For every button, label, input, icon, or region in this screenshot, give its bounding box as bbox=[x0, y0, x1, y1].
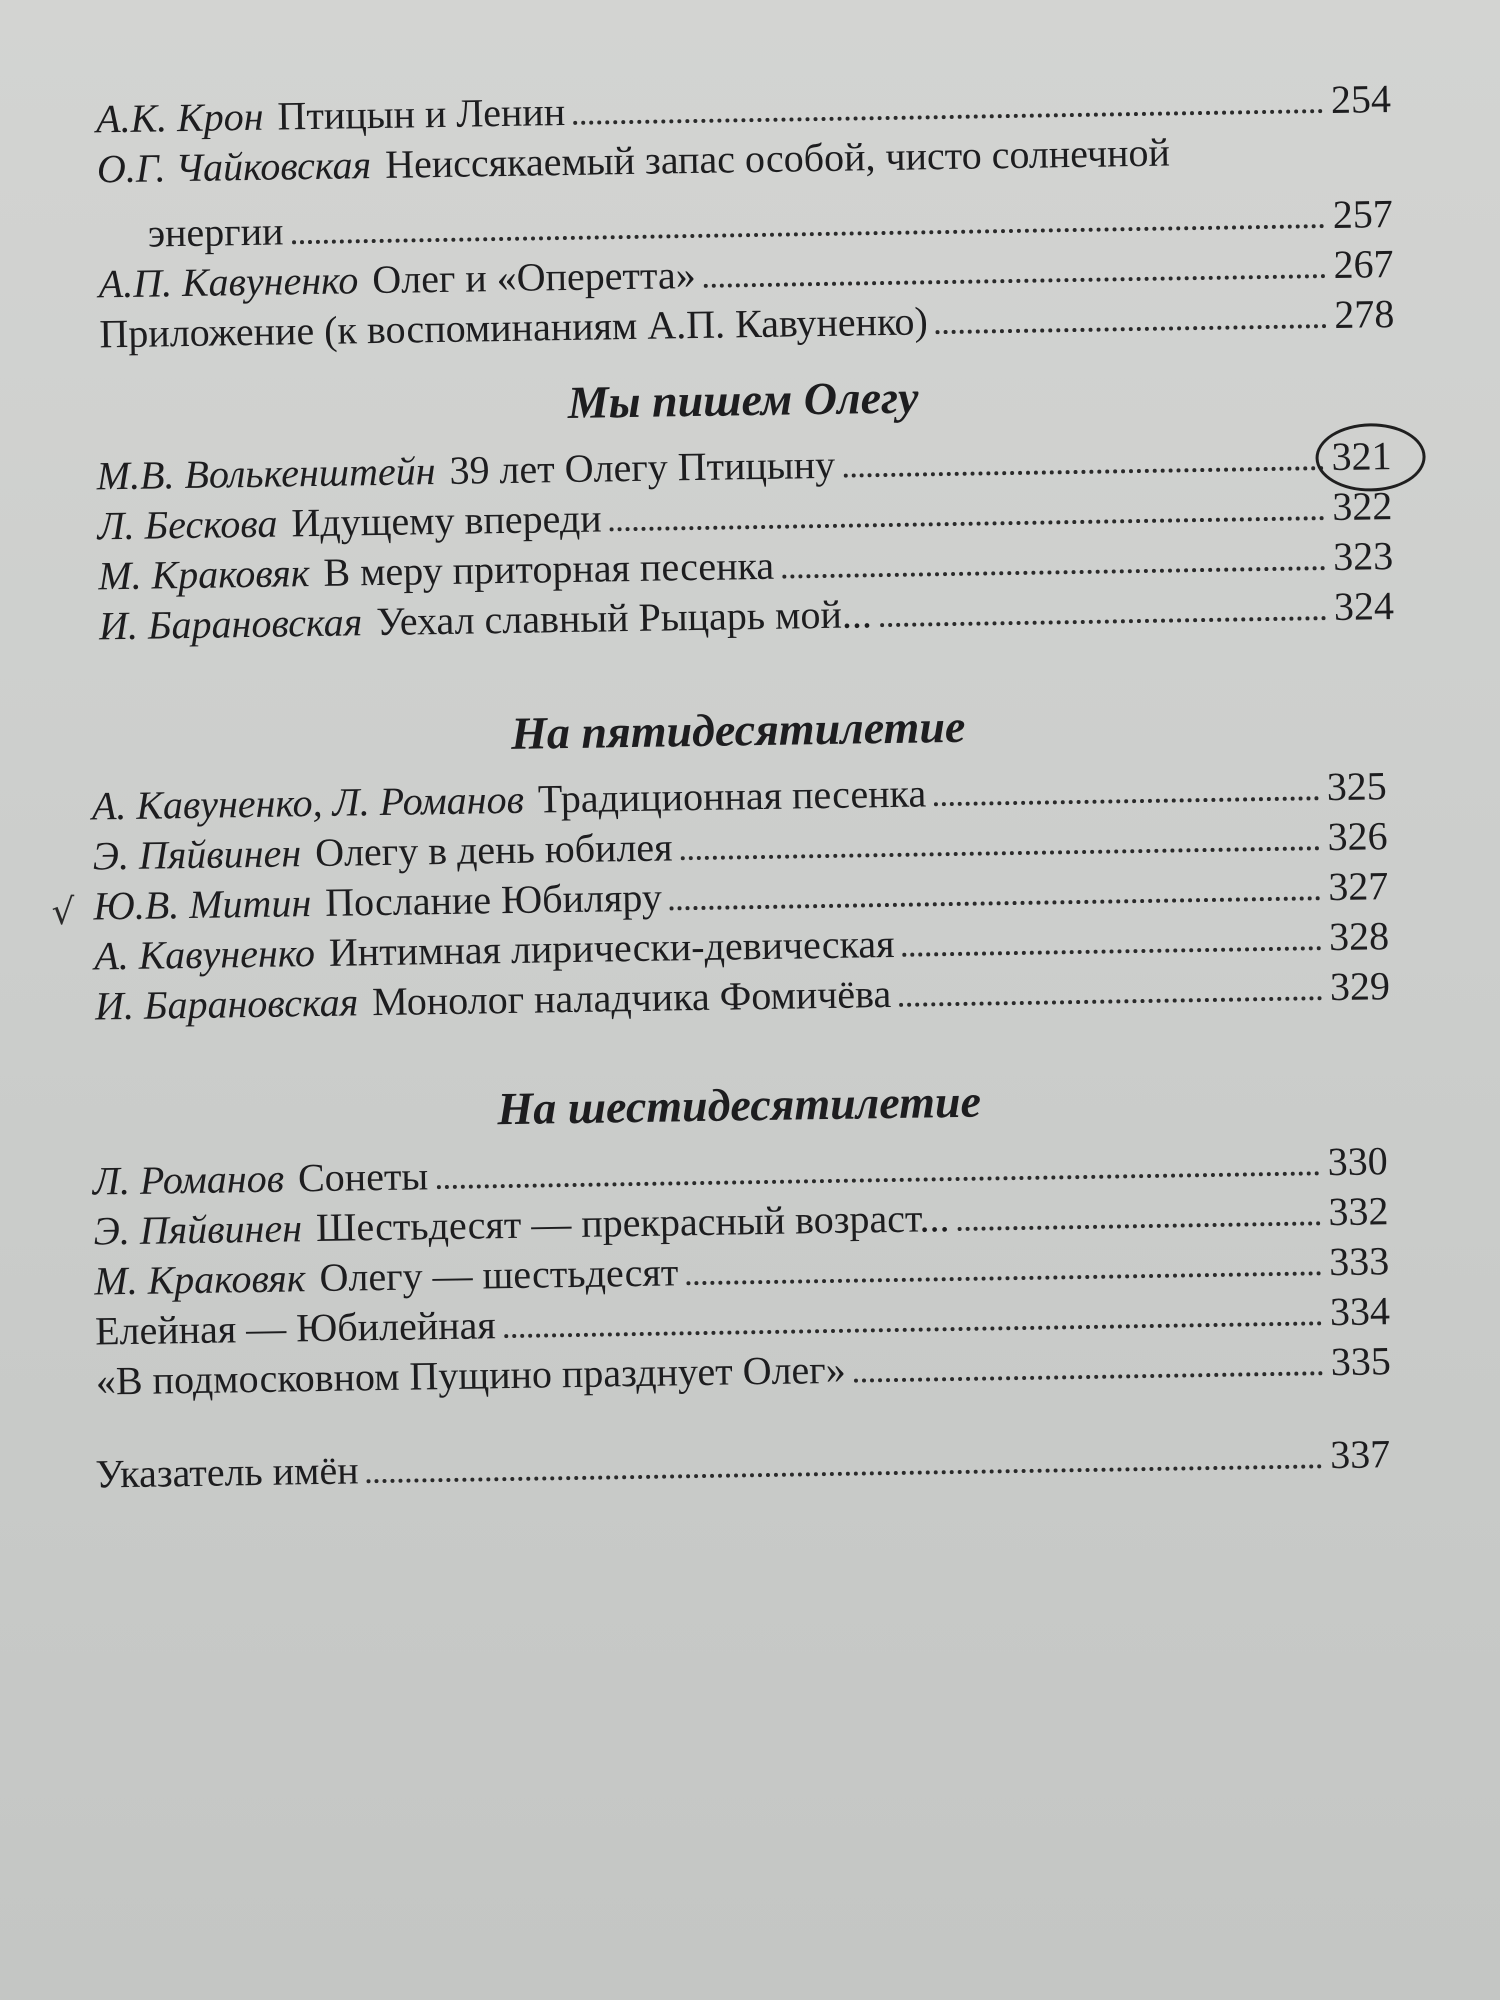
dot-leader bbox=[292, 224, 1325, 244]
dot-leader bbox=[782, 566, 1325, 579]
dot-leader bbox=[504, 1321, 1322, 1338]
toc-section-sixtieth bbox=[91, 1064, 1391, 1406]
entry-author: Э. Пяйвинен bbox=[92, 830, 302, 879]
dot-leader bbox=[880, 616, 1326, 627]
entry-page: 322 bbox=[1331, 483, 1393, 530]
entry-title: В меру приторная песенка bbox=[323, 542, 775, 595]
entry-author: И. Барановская bbox=[94, 979, 359, 1029]
entry-author: А.К. Крон bbox=[95, 93, 264, 142]
entry-page: 332 bbox=[1328, 1188, 1389, 1235]
dot-leader bbox=[573, 109, 1323, 125]
dot-leader bbox=[686, 1271, 1321, 1285]
entry-author: А. Кавуненко, Л. Романов bbox=[91, 776, 525, 829]
entry-page: 337 bbox=[1329, 1431, 1391, 1478]
entry-title: Сонеты bbox=[297, 1153, 429, 1201]
entry-page: 254 bbox=[1330, 76, 1392, 122]
dot-leader bbox=[681, 846, 1320, 860]
entry-author: А.П. Кавуненко bbox=[98, 257, 359, 307]
entry-title: Указатель имён bbox=[95, 1447, 359, 1497]
toc-entry bbox=[96, 124, 1393, 259]
entry-title: Олег и «Оперетта» bbox=[371, 251, 697, 303]
entry-author: М. Краковяк bbox=[93, 1255, 306, 1304]
section-heading: Мы пишем Олегу bbox=[567, 371, 919, 429]
entry-author: Л. Бескова bbox=[97, 500, 278, 549]
entry-page: 328 bbox=[1328, 913, 1390, 960]
entry-author: А. Кавуненко bbox=[93, 930, 316, 979]
toc-entry bbox=[95, 1419, 1391, 1499]
entry-page-circled bbox=[1331, 431, 1392, 482]
dot-leader bbox=[436, 1171, 1319, 1189]
entry-title: Олегу в день юбилея bbox=[314, 824, 673, 876]
toc-section-we-write bbox=[95, 359, 1394, 651]
dot-leader bbox=[936, 324, 1327, 334]
entry-author: Э. Пяйвинен bbox=[93, 1205, 303, 1254]
entry-title: Приложение (к воспоминаниям А.П. Кавуненко) bbox=[99, 298, 929, 357]
entry-author: О.Г. Чайковская bbox=[96, 142, 372, 192]
entry-title: Елейная — Юбилейная bbox=[94, 1302, 497, 1354]
entry-page: 334 bbox=[1329, 1288, 1391, 1335]
dot-leader bbox=[934, 796, 1319, 806]
entry-title: Монолог наладчика Фомичёва bbox=[371, 970, 892, 1025]
dot-leader bbox=[899, 996, 1322, 1007]
entry-title: Идущему впереди bbox=[291, 495, 602, 546]
toc-section-index bbox=[95, 1419, 1391, 1499]
entry-title: 39 лет Олегу Птицыну bbox=[449, 441, 836, 493]
entry-title: Неиссякаемый запас особой, чисто солнечной bbox=[384, 129, 1171, 187]
entry-page: 330 bbox=[1327, 1138, 1388, 1185]
entry-page: 257 bbox=[1332, 191, 1394, 237]
entry-title: Послание Юбиляру bbox=[324, 874, 663, 925]
entry-page: 267 bbox=[1333, 241, 1394, 287]
dot-leader bbox=[854, 1371, 1323, 1382]
dot-leader bbox=[367, 1464, 1323, 1483]
dot-leader bbox=[610, 516, 1325, 531]
entry-title: Шестьдесят — прекрасный возраст... bbox=[315, 1195, 950, 1251]
entry-page: 278 bbox=[1333, 291, 1395, 337]
entry-page: 321 bbox=[1331, 433, 1392, 480]
toc-section-memoirs bbox=[96, 74, 1395, 359]
entry-title: Птицын и Ленин bbox=[277, 89, 566, 139]
entry-page: 324 bbox=[1333, 583, 1395, 629]
entry-author: М. Краковяк bbox=[97, 550, 310, 599]
entry-page: 329 bbox=[1329, 963, 1391, 1010]
dot-leader bbox=[670, 896, 1321, 910]
pen-checkmark: √ bbox=[51, 891, 75, 934]
entry-page: 327 bbox=[1327, 863, 1389, 910]
entry-title: Традиционная песенка bbox=[537, 770, 927, 822]
dot-leader bbox=[903, 946, 1322, 957]
section-heading: На шестидесятилетие bbox=[497, 1075, 982, 1135]
entry-page: 325 bbox=[1326, 763, 1388, 810]
entry-page: 333 bbox=[1328, 1238, 1390, 1285]
entry-author: М.В. Волькенштейн bbox=[96, 448, 436, 499]
dot-leader bbox=[704, 274, 1326, 288]
entry-author: Ю.В. Митин bbox=[93, 880, 312, 929]
entry-page: 326 bbox=[1327, 813, 1388, 860]
section-heading: На пятидесятилетие bbox=[510, 700, 966, 759]
dot-leader bbox=[958, 1221, 1321, 1231]
entry-title: Интимная лирически-девическая bbox=[328, 920, 895, 975]
dot-leader bbox=[843, 466, 1324, 478]
toc-section-fiftieth bbox=[51, 689, 1391, 1031]
entry-title: Олегу — шестьдесят bbox=[319, 1249, 679, 1301]
entry-author: И. Барановская bbox=[98, 599, 363, 649]
entry-author: Л. Романов bbox=[92, 1155, 285, 1204]
entry-page: 335 bbox=[1330, 1338, 1392, 1385]
entry-title-continued: энергии bbox=[147, 208, 284, 256]
entry-title: Уехал славный Рыцарь мой... bbox=[375, 591, 873, 645]
entry-title: «В подмосковном Пущино празднует Олег» bbox=[95, 1346, 846, 1404]
entry-page: 323 bbox=[1332, 533, 1394, 579]
